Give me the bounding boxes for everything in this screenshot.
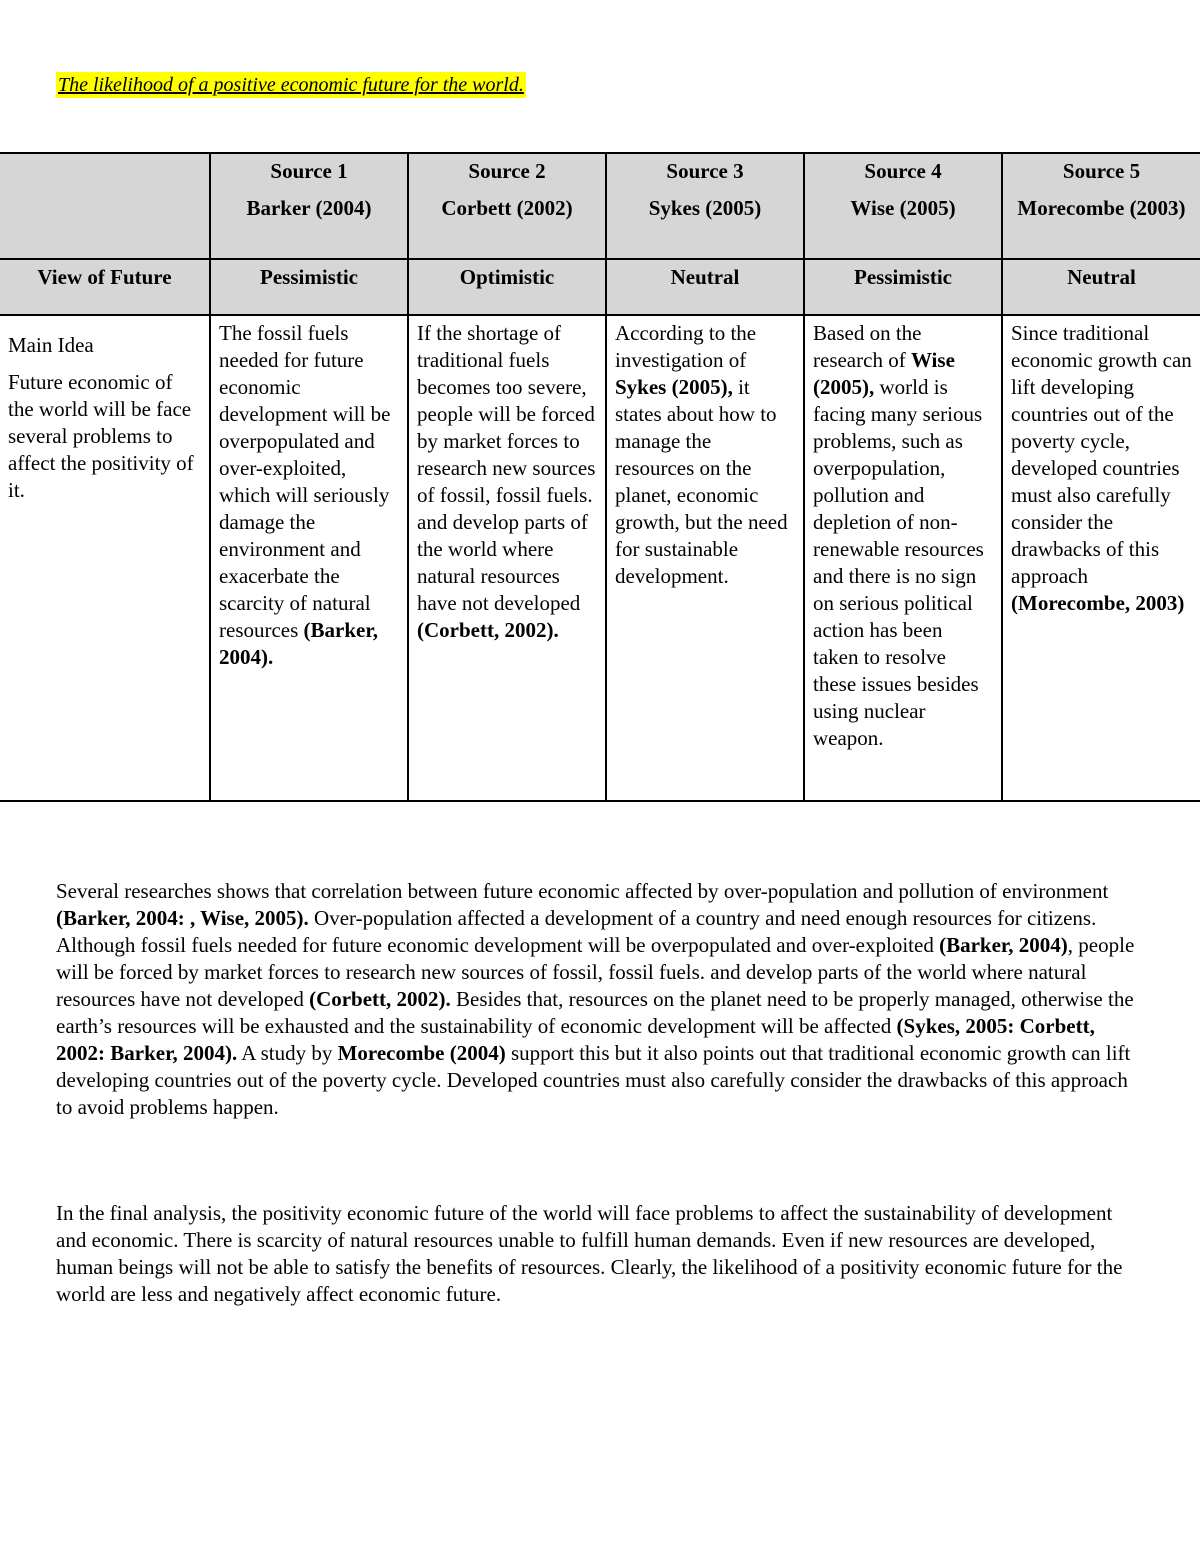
source-summary-cell: If the shortage of traditional fuels becomes too severe, people will be forced by market forces to research new sources of fossil, fossil fuels. and develop parts of the world where natural resources have not developed (Corbett, 2002). — [408, 315, 606, 801]
view-value: Neutral — [1002, 259, 1200, 315]
view-value: Neutral — [606, 259, 804, 315]
sources-table — [0, 152, 1200, 802]
main-idea-cell — [0, 315, 210, 801]
header-cell: Source 2 Corbett (2002) — [408, 153, 606, 259]
view-value: Pessimistic — [804, 259, 1002, 315]
view-row — [0, 259, 1200, 315]
view-label: View of Future — [0, 259, 210, 315]
source-summary-cell: Since traditional economic growth can lift developing countries out of the poverty cycle, developed countries must also carefully consider the drawbacks of this approach (Morecombe, 2003) — [1002, 315, 1200, 801]
main-idea-row — [0, 315, 1200, 801]
source-summary-cell: According to the investigation of Sykes (2005), it states about how to manage the resources on the planet, economic growth, but the need for sustainable development. — [606, 315, 804, 801]
header-cell: Source 4 Wise (2005) — [804, 153, 1002, 259]
main-idea-label: Main Idea — [8, 333, 94, 357]
table-header-row — [0, 153, 1200, 259]
view-value: Optimistic — [408, 259, 606, 315]
document-title: The likelihood of a positive economic future for the world. — [58, 74, 524, 96]
header-cell: Source 1 Barker (2004) — [210, 153, 408, 259]
header-cell: Source 5 Morecombe (2003) — [1002, 153, 1200, 259]
view-value: Pessimistic — [210, 259, 408, 315]
body-paragraph-1: Several researches shows that correlation between future economic affected by over-population and pollution of environment (Barker, 2004: , Wise, 2005). Over-population affected a development of a country and need enough resources for citizens. Although fossil fuels needed for future economic development will be overpopulated and over-exploited (Barker, 2004), people will be forced by market forces to research new sources of fossil, fossil fuels. and develop parts of the world where natural resources have not developed (Corbett, 2002). Besides that, resources on the planet need to be properly managed, otherwise the earth’s resources will be exhausted and the sustainability of economic development will be affected (Sykes, 2005: Corbett, 2002: Barker, 2004). A study by Morecombe (2004) support this but it also points out that traditional economic growth can lift developing countries out of the poverty cycle. Developed countries must also carefully consider the drawbacks of this approach to avoid problems happen. — [56, 879, 1135, 1119]
source-summary-cell: The fossil fuels needed for future economic development will be overpopulated and over-exploited, which will seriously damage the environment and exacerbate the scarcity of natural resources (Barker, 2004). — [210, 315, 408, 801]
source-summary-cell: Based on the research of Wise (2005), world is facing many serious problems, such as overpopulation, pollution and depletion of non-renewable resources and there is no sign on serious political action has been taken to resolve these issues besides using nuclear weapon. — [804, 315, 1002, 801]
header-cell: Source 3 Sykes (2005) — [606, 153, 804, 259]
main-idea-text: Future economic of the world will be face several problems to affect the positivity of it. — [8, 370, 194, 502]
body-paragraph-2: In the final analysis, the positivity economic future of the world will face problems to affect the sustainability of development and economic. There is scarcity of natural resources unable to fulfill human demands. Even if new resources are developed, human beings will not be able to satisfy the benefits of resources. Clearly, the likelihood of a positivity economic future for the world are less and negatively affect economic future. — [56, 1201, 1123, 1306]
header-empty-cell — [0, 153, 210, 259]
